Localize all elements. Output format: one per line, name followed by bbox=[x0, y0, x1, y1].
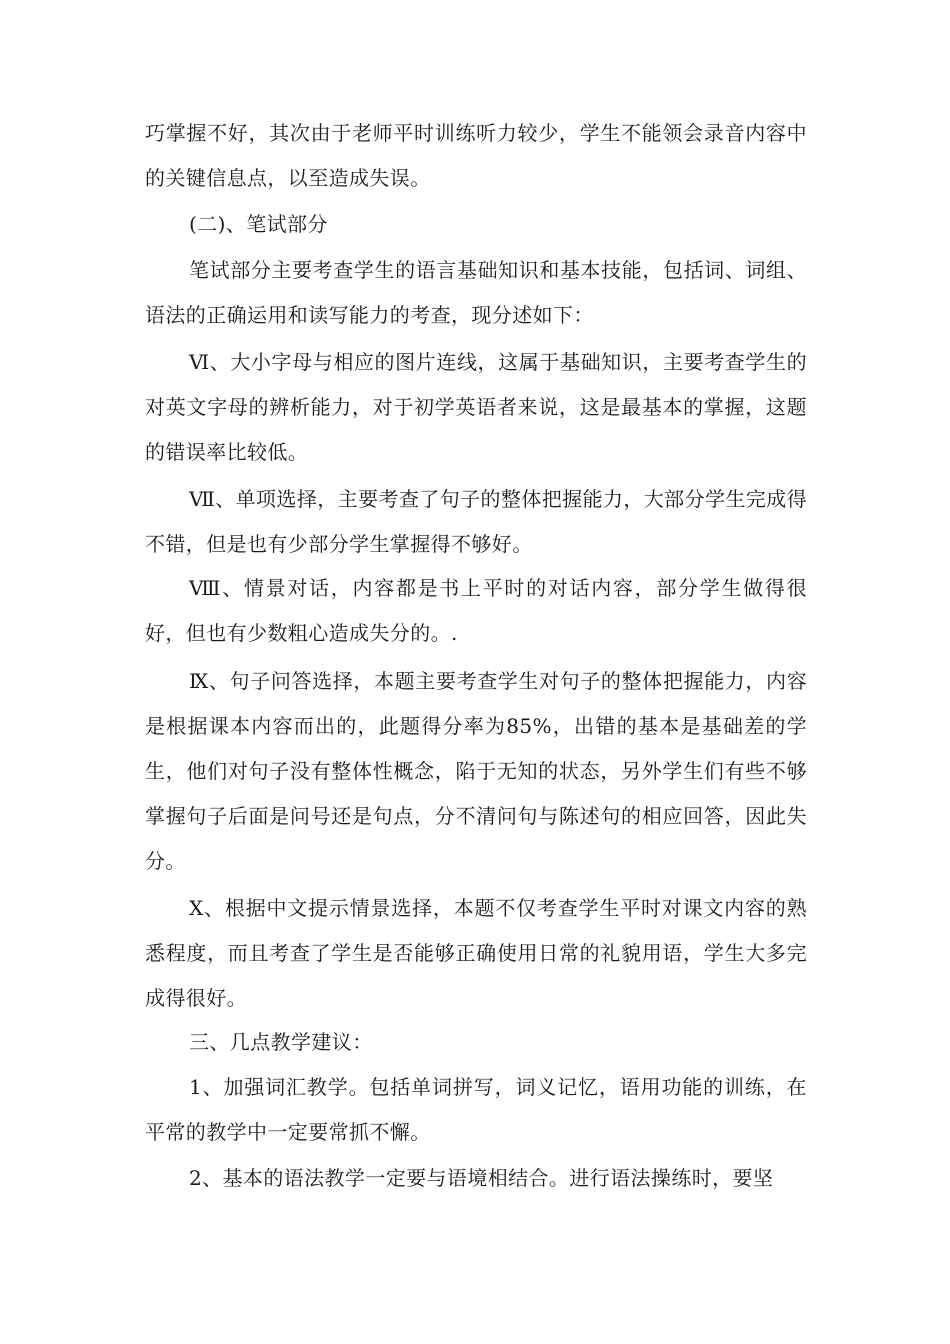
paragraph-suggestion-1: 1、加强词汇教学。包括单词拼写，词义记忆，语用功能的训练，在平常的教学中一定要常抓不懈。 bbox=[145, 1075, 807, 1144]
paragraph-item-vi: Ⅵ、大小字母与相应的图片连线，这属于基础知识，主要考查学生的对英文字母的辨析能力，对于初学英语者来说，这是最基本的掌握，这题的错误率比较低。 bbox=[145, 350, 807, 464]
paragraph-item-vii: Ⅶ、单项选择，主要考查了句子的整体把握能力，大部分学生完成得不错，但是也有少部分学生掌握得不够好。 bbox=[145, 487, 807, 556]
paragraph-item-ix: Ⅸ、句子问答选择，本题主要考查学生对句子的整体把握能力，内容是根据课本内容而出的，此题得分率为85%，出错的基本是基础差的学生，他们对句子没有整体性概念，陷于无知的状态，另外学生们有些不够掌握句子后面是问号还是句点，分不清问句与陈述句的相应回答，因此失分。 bbox=[145, 669, 807, 873]
paragraph-suggestion-2: 2、基本的语法教学一定要与语境相结合。进行语法操练时，要坚 bbox=[189, 1166, 774, 1190]
paragraph-listening-continuation: 巧掌握不好，其次由于老师平时训练听力较少，学生不能领会录音内容中的关键信息点，以至造成失误。 bbox=[145, 121, 807, 190]
paragraph-item-x: Ⅹ、根据中文提示情景选择，本题不仅考查学生平时对课文内容的熟悉程度，而且考查了学生是否能够正确使用日常的礼貌用语，学生大多完成得很好。 bbox=[145, 896, 807, 1010]
section-heading-teaching-suggestions: 三、几点教学建议： bbox=[189, 1030, 373, 1054]
paragraph-written-test-intro: 笔试部分主要考查学生的语言基础知识和基本技能，包括词、词组、语法的正确运用和读写能力的考查，现分述如下： bbox=[145, 258, 807, 327]
paragraph-item-viii: Ⅷ、情景对话，内容都是书上平时的对话内容，部分学生做得很好，但也有少数粗心造成失分的。. bbox=[145, 576, 807, 645]
section-heading-written-test: (二)、笔试部分 bbox=[189, 212, 328, 236]
